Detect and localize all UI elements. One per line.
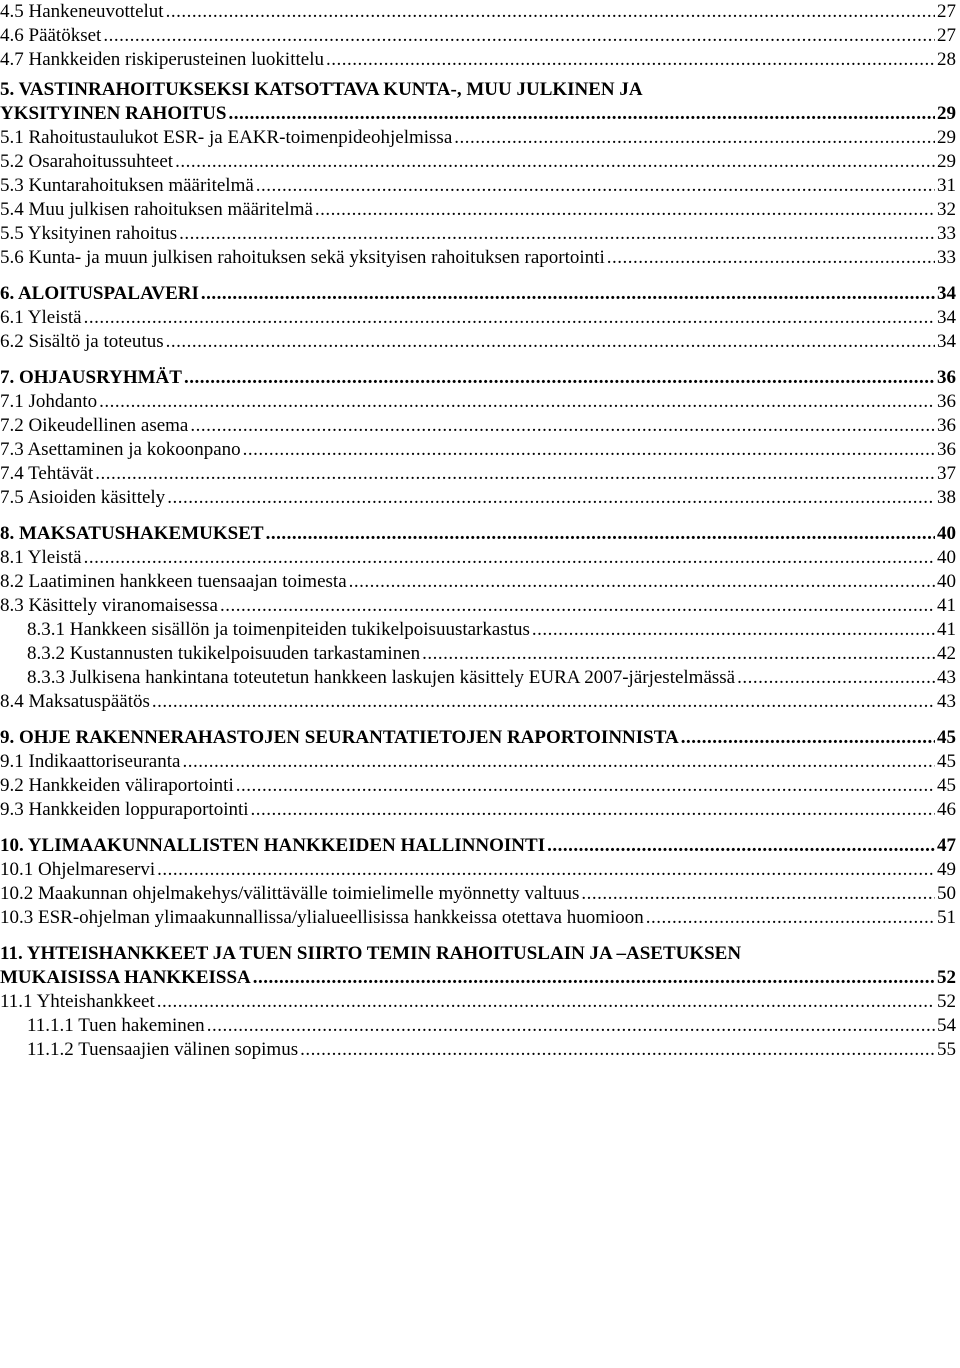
toc-entry	[0, 438, 956, 462]
toc-entry	[0, 882, 956, 906]
toc-entry-title: YKSITYINEN RAHOITUS	[0, 103, 227, 124]
toc-entry	[0, 174, 956, 198]
toc-entry	[0, 798, 956, 822]
toc-entry-title: 10.2 Maakunnan ohjelmakehys/välittävälle toimielimelle myönnetty valtuus	[0, 883, 580, 904]
toc-dot-leader	[103, 24, 935, 48]
toc-entry-title: 5.2 Osarahoitussuhteet	[0, 151, 174, 172]
toc-page-number: 45	[937, 751, 956, 772]
toc-entry-title: 8.3.3 Julkisena hankintana toteutetun hankkeen laskujen käsittely EURA 2007-järjestelmässä	[27, 667, 736, 688]
toc-entry-title: 5.6 Kunta- ja muun julkisen rahoituksen sekä yksityisen rahoituksen raportointi	[0, 247, 605, 268]
toc-page-number: 33	[937, 247, 956, 268]
toc-subentry	[0, 1014, 956, 1038]
toc-entry	[0, 906, 956, 930]
toc-page-number: 41	[937, 619, 956, 640]
toc-page-number: 40	[937, 523, 956, 544]
toc-entry-title: 8. MAKSATUSHAKEMUKSET	[0, 523, 264, 544]
toc-entry-title: 7.5 Asioiden käsittely	[0, 487, 166, 508]
toc-entry	[0, 390, 956, 414]
toc-dot-leader	[300, 1038, 935, 1062]
toc-dot-leader	[253, 966, 935, 990]
toc-page-number: 27	[937, 1, 956, 22]
toc-page-number: 54	[937, 1015, 956, 1036]
toc-dot-leader	[152, 690, 935, 714]
toc-subentry	[0, 1038, 956, 1062]
toc-dot-leader	[84, 306, 935, 330]
toc-page-number: 27	[937, 25, 956, 46]
toc-page-number: 36	[937, 439, 956, 460]
toc-dot-leader	[547, 834, 935, 858]
toc-chapter-heading-line: 11. YHTEISHANKKEET JA TUEN SIIRTO TEMIN RAHOITUSLAIN JA –ASETUKSEN	[0, 943, 742, 964]
toc-dot-leader	[84, 546, 935, 570]
toc-page-number: 37	[937, 463, 956, 484]
toc-page-number: 52	[937, 967, 956, 988]
toc-dot-leader	[581, 882, 935, 906]
toc-page-number: 31	[937, 175, 956, 196]
toc-chapter-entry	[0, 522, 956, 546]
toc-page-number: 28	[937, 49, 956, 70]
toc-dot-leader	[236, 774, 935, 798]
toc-subentry	[0, 618, 956, 642]
toc-page-number: 55	[937, 1039, 956, 1060]
toc-page-number: 36	[937, 415, 956, 436]
toc-entry-title: 8.2 Laatiminen hankkeen tuensaajan toimesta	[0, 571, 347, 592]
toc-dot-leader	[646, 906, 935, 930]
toc-page-number: 34	[937, 331, 956, 352]
toc-entry-title: 6.1 Yleistä	[0, 307, 82, 328]
toc-dot-leader	[315, 198, 935, 222]
toc-dot-leader	[179, 222, 935, 246]
toc-dot-leader	[681, 726, 935, 750]
toc-entry-title: 7. OHJAUSRYHMÄT	[0, 367, 182, 388]
toc-entry	[0, 48, 956, 72]
toc-entry	[0, 990, 956, 1014]
toc-entry	[0, 750, 956, 774]
toc-page-number: 32	[937, 199, 956, 220]
toc-entry	[0, 774, 956, 798]
toc-entry-title: 8.3.1 Hankkeen sisällön ja toimenpiteiden tukikelpoisuustarkastus	[27, 619, 530, 640]
toc-entry-title: 8.4 Maksatuspäätös	[0, 691, 150, 712]
toc-page-number: 43	[937, 691, 956, 712]
toc-dot-leader	[532, 618, 935, 642]
toc-entry	[0, 246, 956, 270]
toc-entry	[0, 198, 956, 222]
toc-dot-leader	[266, 522, 935, 546]
toc-entry-title: 8.3.2 Kustannusten tukikelpoisuuden tarkastaminen	[27, 643, 421, 664]
toc-dot-leader	[157, 858, 935, 882]
toc-page-number: 49	[937, 859, 956, 880]
toc-page-number: 47	[937, 835, 956, 856]
toc-entry-title: 4.5 Hankeneuvottelut	[0, 1, 164, 22]
toc-page-number: 41	[937, 595, 956, 616]
toc-entry-title: 4.6 Päätökset	[0, 25, 102, 46]
toc-entry	[0, 222, 956, 246]
toc-chapter-entry	[0, 966, 956, 990]
toc-entry-title: 11.1 Yhteishankkeet	[0, 991, 155, 1012]
toc-chapter-entry	[0, 102, 956, 126]
toc-page-number: 38	[937, 487, 956, 508]
toc-entry-title: 11.1.1 Tuen hakeminen	[27, 1015, 205, 1036]
toc-entry-title: 7.3 Asettaminen ja kokoonpano	[0, 439, 241, 460]
toc-chapter-heading-line: 5. VASTINRAHOITUKSEKSI KATSOTTAVA KUNTA-, MUU JULKINEN JA	[0, 79, 643, 100]
toc-dot-leader	[220, 594, 935, 618]
toc-chapter-entry	[0, 282, 956, 306]
toc-chapter-entry	[0, 726, 956, 750]
toc-dot-leader	[326, 48, 935, 72]
toc-dot-leader	[454, 126, 935, 150]
toc-entry-title: 5.4 Muu julkisen rahoituksen määritelmä	[0, 199, 313, 220]
toc-dot-leader	[182, 750, 935, 774]
toc-entry	[0, 306, 956, 330]
toc-dot-leader	[167, 486, 935, 510]
toc-entry-title: 11.1.2 Tuensaajien välinen sopimus	[27, 1039, 299, 1060]
toc-page-number: 40	[937, 547, 956, 568]
toc-dot-leader	[201, 282, 935, 306]
toc-page-number: 29	[937, 151, 956, 172]
toc-entry-title: 5.5 Yksityinen rahoitus	[0, 223, 178, 244]
toc-page-number: 36	[937, 391, 956, 412]
toc-page-number: 50	[937, 883, 956, 904]
toc-page-number: 45	[937, 727, 956, 748]
toc-page-number: 34	[937, 283, 956, 304]
toc-page-number: 45	[937, 775, 956, 796]
toc-page-number: 52	[937, 991, 956, 1012]
toc-entry-title: 7.1 Johdanto	[0, 391, 98, 412]
toc-entry-title: 8.1 Yleistä	[0, 547, 82, 568]
toc-page-number: 51	[937, 907, 956, 928]
toc-dot-leader	[166, 330, 935, 354]
toc-entry-title: 9.1 Indikaattoriseuranta	[0, 751, 181, 772]
toc-entry	[0, 414, 956, 438]
toc-dot-leader	[99, 390, 935, 414]
toc-entry-title: 10.1 Ohjelmareservi	[0, 859, 156, 880]
toc-page-number: 40	[937, 571, 956, 592]
toc-dot-leader	[607, 246, 935, 270]
toc-entry	[0, 486, 956, 510]
toc-entry	[0, 594, 956, 618]
toc-page-number: 43	[937, 667, 956, 688]
toc-entry-title: 6.2 Sisältö ja toteutus	[0, 331, 164, 352]
toc-entry	[0, 690, 956, 714]
toc-dot-leader	[228, 102, 935, 126]
toc-subentry	[0, 642, 956, 666]
toc-chapter-entry	[0, 366, 956, 390]
toc-dot-leader	[175, 150, 935, 174]
toc-page-number: 42	[937, 643, 956, 664]
toc-entry-title: MUKAISISSA HANKKEISSA	[0, 967, 251, 988]
toc-page-number: 36	[937, 367, 956, 388]
toc-page-number: 33	[937, 223, 956, 244]
toc-dot-leader	[737, 666, 935, 690]
toc-entry-title: 10. YLIMAAKUNNALLISTEN HANKKEIDEN HALLINNOINTI	[0, 835, 546, 856]
toc-entry-title: 7.2 Oikeudellinen asema	[0, 415, 189, 436]
toc-entry-title: 10.3 ESR-ohjelman ylimaakunnallissa/ylialueellisissa hankkeissa otettava huomioon	[0, 907, 644, 928]
toc-entry-title: 7.4 Tehtävät	[0, 463, 94, 484]
toc-dot-leader	[166, 0, 935, 24]
toc-dot-leader	[422, 642, 935, 666]
toc-entry-title: 5.3 Kuntarahoituksen määritelmä	[0, 175, 254, 196]
toc-entry	[0, 150, 956, 174]
toc-entry-title: 4.7 Hankkeiden riskiperusteinen luokittelu	[0, 49, 324, 70]
toc-page-number: 29	[937, 103, 956, 124]
toc-subentry	[0, 666, 956, 690]
toc-entry-title: 9.3 Hankkeiden loppuraportointi	[0, 799, 249, 820]
toc-dot-leader	[251, 798, 935, 822]
toc-dot-leader	[207, 1014, 935, 1038]
toc-dot-leader	[190, 414, 935, 438]
toc-dot-leader	[256, 174, 935, 198]
toc-dot-leader	[349, 570, 935, 594]
toc-entry	[0, 126, 956, 150]
toc-chapter-entry	[0, 834, 956, 858]
toc-entry	[0, 570, 956, 594]
toc-dot-leader	[184, 366, 935, 390]
toc-entry-title: 6. ALOITUSPALAVERI	[0, 283, 199, 304]
toc-dot-leader	[243, 438, 935, 462]
toc-entry-title: 5.1 Rahoitustaulukot ESR- ja EAKR-toimenpideohjelmissa	[0, 127, 453, 148]
toc-page-number: 29	[937, 127, 956, 148]
toc-entry	[0, 330, 956, 354]
toc-dot-leader	[157, 990, 935, 1014]
toc-entry-title: 8.3 Käsittely viranomaisessa	[0, 595, 218, 616]
toc-entry-title: 9. OHJE RAKENNERAHASTOJEN SEURANTATIETOJEN RAPORTOINNISTA	[0, 727, 679, 748]
toc-entry	[0, 858, 956, 882]
toc-entry	[0, 462, 956, 486]
toc-entry-title: 9.2 Hankkeiden väliraportointi	[0, 775, 234, 796]
toc-entry	[0, 0, 956, 24]
toc-page-number: 46	[937, 799, 956, 820]
toc-dot-leader	[95, 462, 935, 486]
toc-entry	[0, 24, 956, 48]
toc-entry	[0, 546, 956, 570]
toc-page-number: 34	[937, 307, 956, 328]
